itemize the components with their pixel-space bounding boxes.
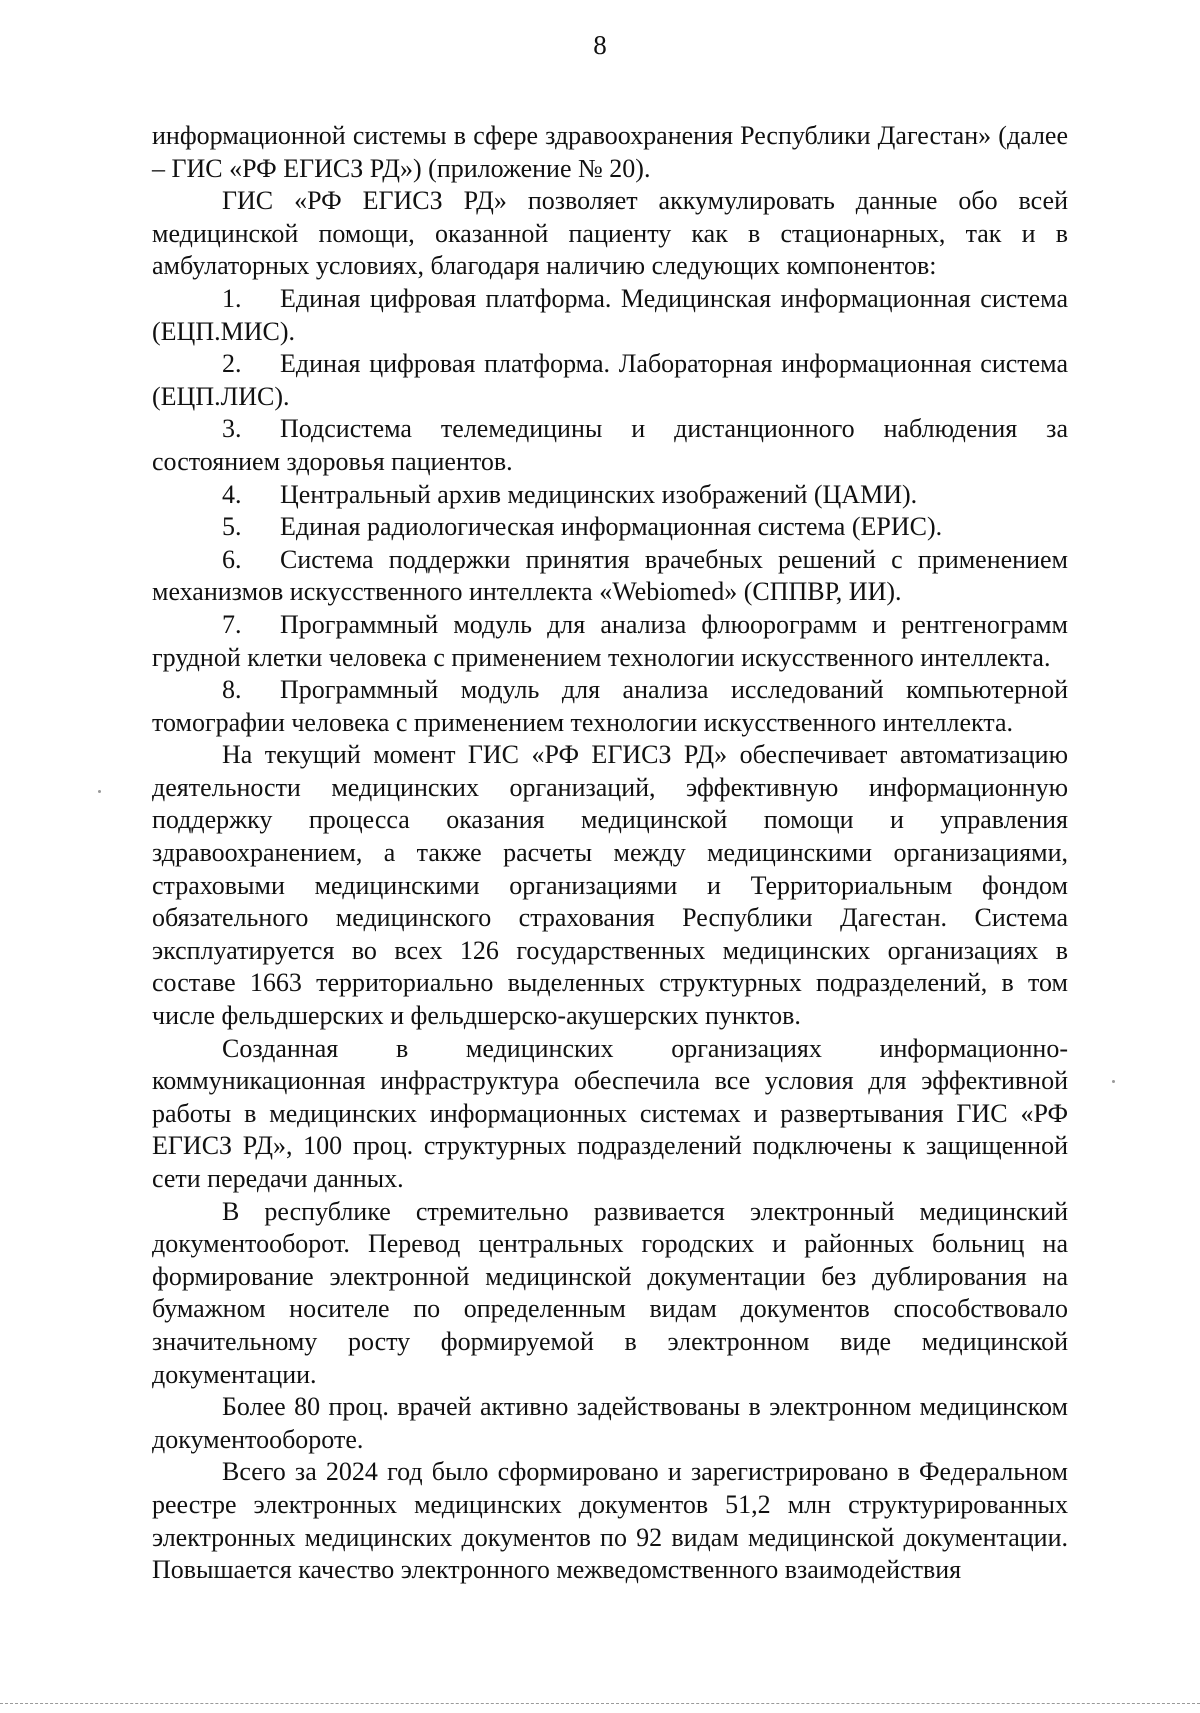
list-item-text: Единая цифровая платформа. Лабораторная информационная система (ЕЦП.ЛИС).: [152, 349, 1068, 411]
paragraph-year-totals: Всего за 2024 год было сформировано и зарегистрировано в Федеральном реестре электронных медицинских документов 51,2 млн структурированных электронных медицинских документов по 92 видам медицинской документации. Повышается качество электронного межведомственного взаимодействия: [152, 1457, 1068, 1585]
scan-speck: [1112, 1080, 1115, 1083]
list-item-number: 1.: [222, 283, 242, 313]
paragraph-doctors-share: Более 80 проц. врачей активно задействованы в электронном медицинском документообороте.: [152, 1392, 1068, 1454]
list-item-number: 7.: [222, 609, 242, 639]
list-item-text: Программный модуль для анализа исследований компьютерной томографии человека с применением технологии искусственного интеллекта.: [152, 675, 1068, 737]
page-bottom-edge: [0, 1703, 1200, 1704]
paragraph-intro: ГИС «РФ ЕГИСЗ РД» позволяет аккумулировать данные обо всей медицинской помощи, оказанной пациенту как в стационарных, так и в амбулаторных условиях, благодаря наличию следующих компонентов:: [152, 186, 1068, 281]
list-item-6: [152, 544, 1068, 609]
list-item-number: 4.: [222, 479, 242, 509]
list-item-4: [152, 479, 1068, 512]
list-item-text: Единая радиологическая информационная система (ЕРИС).: [280, 512, 943, 542]
list-item-number: 3.: [222, 414, 242, 444]
list-item-text: Программный модуль для анализа флюорограмм и рентгенограмм грудной клетки человека с применением технологии искусственного интеллекта.: [152, 609, 1068, 672]
list-item-1: [152, 283, 1068, 348]
list-item-number: 8.: [222, 675, 242, 705]
list-item-text: Единая цифровая платформа. Медицинская информационная система (ЕЦП.МИС).: [152, 283, 1068, 346]
list-item-number: 2.: [222, 349, 242, 379]
page-number: 8: [593, 30, 607, 60]
list-item-3: [152, 413, 1068, 478]
list-item-text: Система поддержки принятия врачебных решений с применением механизмов искусственного интеллекта «Webiomed» (СППВР, ИИ).: [152, 544, 1068, 607]
scan-speck: [98, 790, 101, 793]
paragraph-document-flow: В республике стремительно развивается электронный медицинский документооборот. Перевод центральных городских и районных больниц на формирование электронной медицинской документации без дублирования на бумажном носителе по определенным видам документов способствовало значительному росту формируемой в электронном виде медицинской документации.: [152, 1196, 1068, 1389]
list-item-7: [152, 609, 1068, 674]
list-item-5: [152, 511, 1068, 544]
list-item-number: 5.: [222, 512, 242, 542]
list-item-text: Центральный архив медицинских изображений (ЦАМИ).: [280, 479, 918, 509]
list-item-number: 6.: [222, 544, 242, 574]
list-item-text: Подсистема телемедицины и дистанционного наблюдения за состоянием здоровья пациентов.: [152, 414, 1068, 476]
list-item-8: [152, 674, 1068, 739]
document-body: [152, 120, 1068, 1587]
paragraph-infrastructure: Созданная в медицинских организациях информационно-коммуникационная инфраструктура обеспечила все условия для эффективной работы в медицинских информационных системах и развертывания ГИС «РФ ЕГИСЗ РД», 100 проц. структурных подразделений подключены к защищенной сети передачи данных.: [152, 1033, 1068, 1193]
paragraph-current-state: На текущий момент ГИС «РФ ЕГИСЗ РД» обеспечивает автоматизацию деятельности медицинских организаций, эффективную информационную поддержку процесса оказания медицинской помощи и управления здравоохранением, а также расчеты между медицинскими организациями, страховыми медицинскими организациями и Территориальным фондом обязательного медицинского страхования Республики Дагестан. Система эксплуатируется во всех 126 государственных медицинских организациях в составе 1663 территориально выделенных структурных подразделений, в том числе фельдшерских и фельдшерско-акушерских пунктов.: [152, 740, 1068, 1031]
paragraph-continuation: информационной системы в сфере здравоохранения Республики Дагестан» (далее – ГИС «РФ ЕГИСЗ РД») (приложение № 20).: [152, 121, 1068, 183]
list-item-2: [152, 348, 1068, 413]
